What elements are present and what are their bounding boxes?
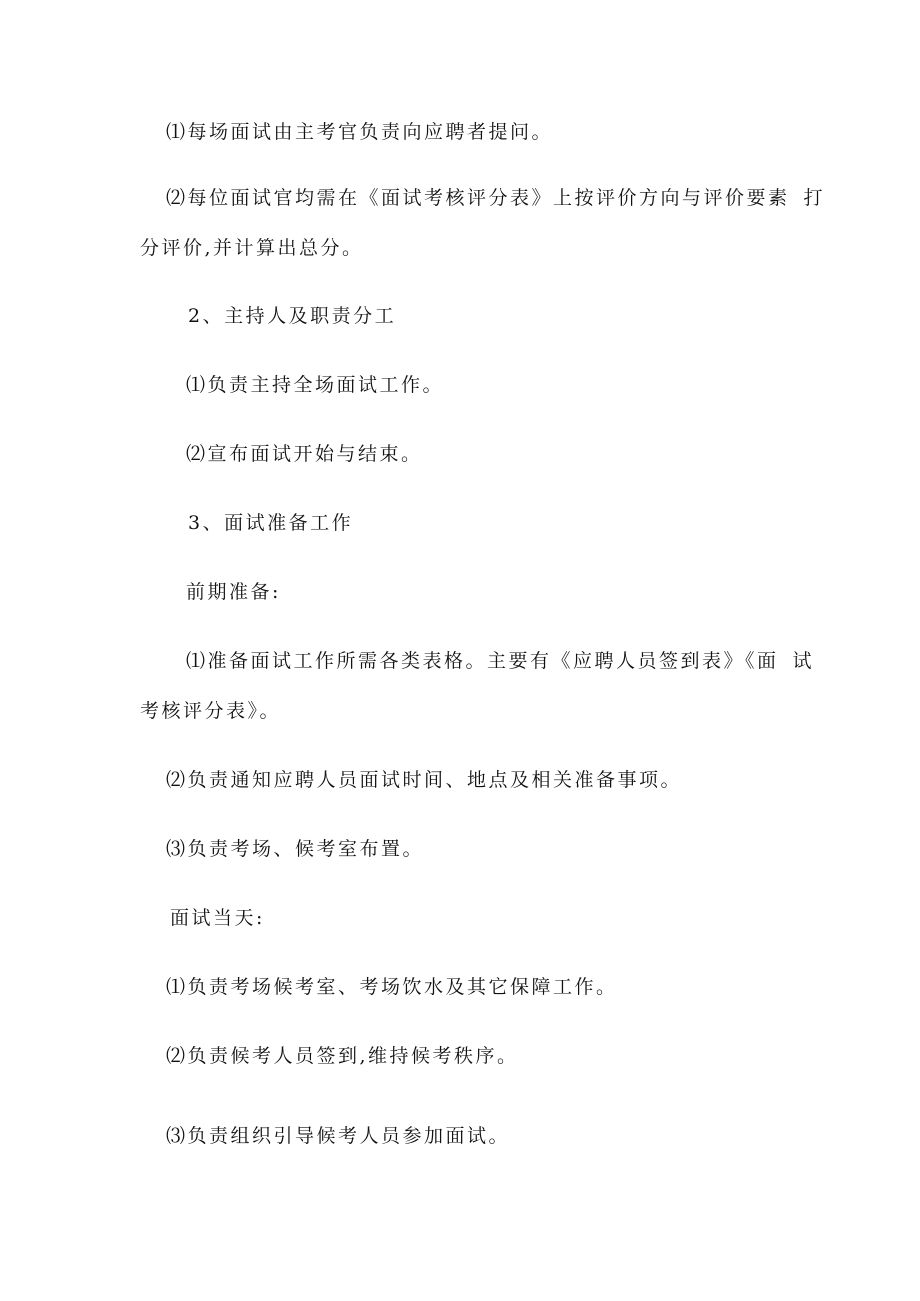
subheading-interview-day: 面试当天: [170,907,265,929]
host-item-1: ⑴负责主持全场面试工作。 [186,374,445,396]
day-item-3: ⑶负责组织引导候考人员参加面试。 [166,1125,511,1147]
pre-item-1: ⑴准备面试工作所需各类表格。主要有《应聘人员签到表》《面 试 [186,650,815,672]
subheading-pre-preparation: 前期准备: [186,581,281,603]
section-heading-preparation: 3、面试准备工作 [188,512,354,534]
host-item-2: ⑵宣布面试开始与结束。 [186,443,423,465]
pre-item-3: ⑶负责考场、候考室布置。 [166,838,425,860]
examiner-item-2-continued: 分评价,并计算出总分。 [140,237,364,259]
section-heading-host: 2、主持人及职责分工 [188,305,397,327]
examiner-item-1: ⑴每场面试由主考官负责向应聘者提问。 [166,121,554,143]
examiner-item-2: ⑵每位面试官均需在《面试考核评分表》上按评价方向与评价要素 打 [166,187,826,209]
pre-item-2: ⑵负责通知应聘人员面试时间、地点及相关准备事项。 [166,769,683,791]
day-item-1: ⑴负责考场候考室、考场饮水及其它保障工作。 [166,976,618,998]
day-item-2: ⑵负责候考人员签到,维持候考秩序。 [166,1045,519,1067]
pre-item-1-continued: 考核评分表》。 [140,700,282,722]
